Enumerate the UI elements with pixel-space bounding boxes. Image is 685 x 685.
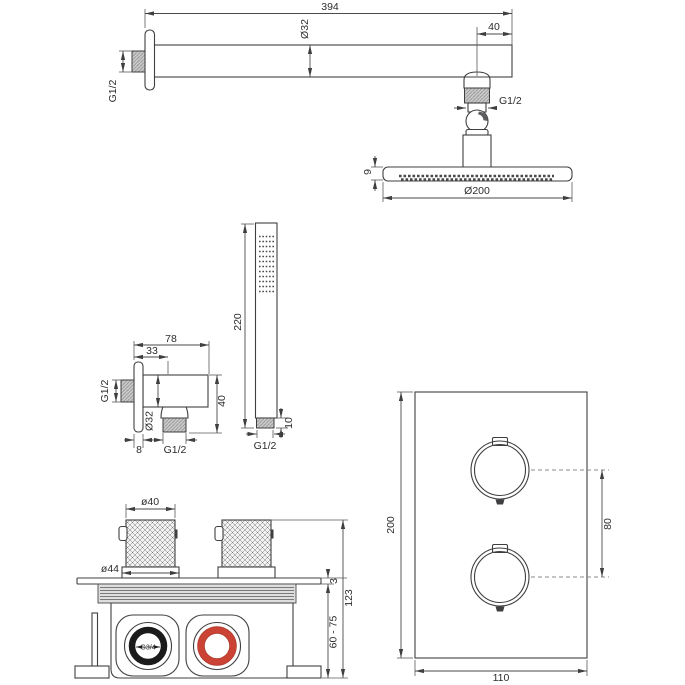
knob-right-base	[218, 567, 275, 578]
valve-knob-left	[126, 520, 175, 567]
trim-plate-view	[385, 392, 614, 684]
label-total-depth: 123	[343, 589, 355, 607]
arm-wall-thread	[132, 51, 145, 72]
knob-right-pin	[271, 530, 274, 539]
elbow-body	[143, 375, 208, 407]
label-arm-diameter: Ø32	[299, 19, 311, 39]
lower-handle-bottom-tab	[496, 607, 505, 612]
label-connector-thread: G1/2	[499, 95, 522, 107]
label-port-thread: G3/4	[140, 644, 156, 652]
valve-body-view	[75, 496, 355, 678]
elbow-wall-plate	[134, 362, 143, 432]
valve-foot-left	[75, 666, 109, 678]
shower-arm-view	[107, 1, 572, 202]
label-arm-end-offset: 40	[488, 21, 500, 33]
trim-plate	[415, 392, 587, 658]
knob-left-pin	[175, 530, 178, 539]
elbow-inlet-thread	[121, 380, 134, 402]
label-plate-width: 110	[492, 672, 510, 684]
label-arm-length: 394	[321, 1, 339, 13]
label-base-diameter: ø44	[100, 563, 119, 575]
knob-left-base	[122, 567, 179, 578]
shower-arm-tube	[150, 45, 512, 77]
upper-handle-bottom-tab	[496, 500, 505, 505]
label-hand-shower-length: 220	[232, 313, 244, 331]
hand-shower-nipple	[257, 418, 275, 428]
label-plate-thickness: 3	[328, 578, 340, 584]
label-knob-diameter: ø40	[140, 496, 160, 508]
valve-knob-right	[222, 520, 271, 567]
connector-thread	[465, 88, 490, 103]
label-elbow-width: 78	[165, 333, 177, 345]
label-elbow-height: 40	[216, 395, 228, 407]
label-elbow-outlet-offset: 33	[146, 345, 158, 357]
elbow-outlet-thread	[163, 418, 186, 432]
label-wall-thread: G1/2	[107, 79, 119, 103]
label-depth-range: 60 - 75	[327, 615, 340, 649]
label-head-diameter: Ø200	[464, 185, 490, 197]
connector-ball-joint	[466, 110, 488, 132]
label-plate-height: 200	[385, 516, 397, 534]
head-stem	[463, 135, 491, 168]
arm-wall-flange	[145, 30, 155, 90]
outlet-elbow-view	[99, 333, 228, 456]
label-nipple-height: 10	[283, 417, 295, 429]
knob-left-nub	[119, 527, 127, 541]
label-handle-spacing: 80	[602, 518, 614, 530]
valve-mounting-plate	[77, 578, 321, 584]
knob-right-nub	[215, 527, 223, 541]
label-head-thickness: 9	[362, 169, 374, 175]
label-hand-thread: G1/2	[253, 440, 277, 452]
hand-shower-view	[232, 223, 295, 452]
label-elbow-body-diameter: Ø32	[143, 411, 156, 431]
label-elbow-outlet-thread: G1/2	[163, 444, 187, 456]
valve-side-tab	[92, 613, 98, 667]
label-elbow-plate-thickness: 8	[136, 444, 142, 456]
valve-foot-right	[287, 666, 321, 678]
label-elbow-inlet-thread: G1/2	[99, 379, 111, 403]
